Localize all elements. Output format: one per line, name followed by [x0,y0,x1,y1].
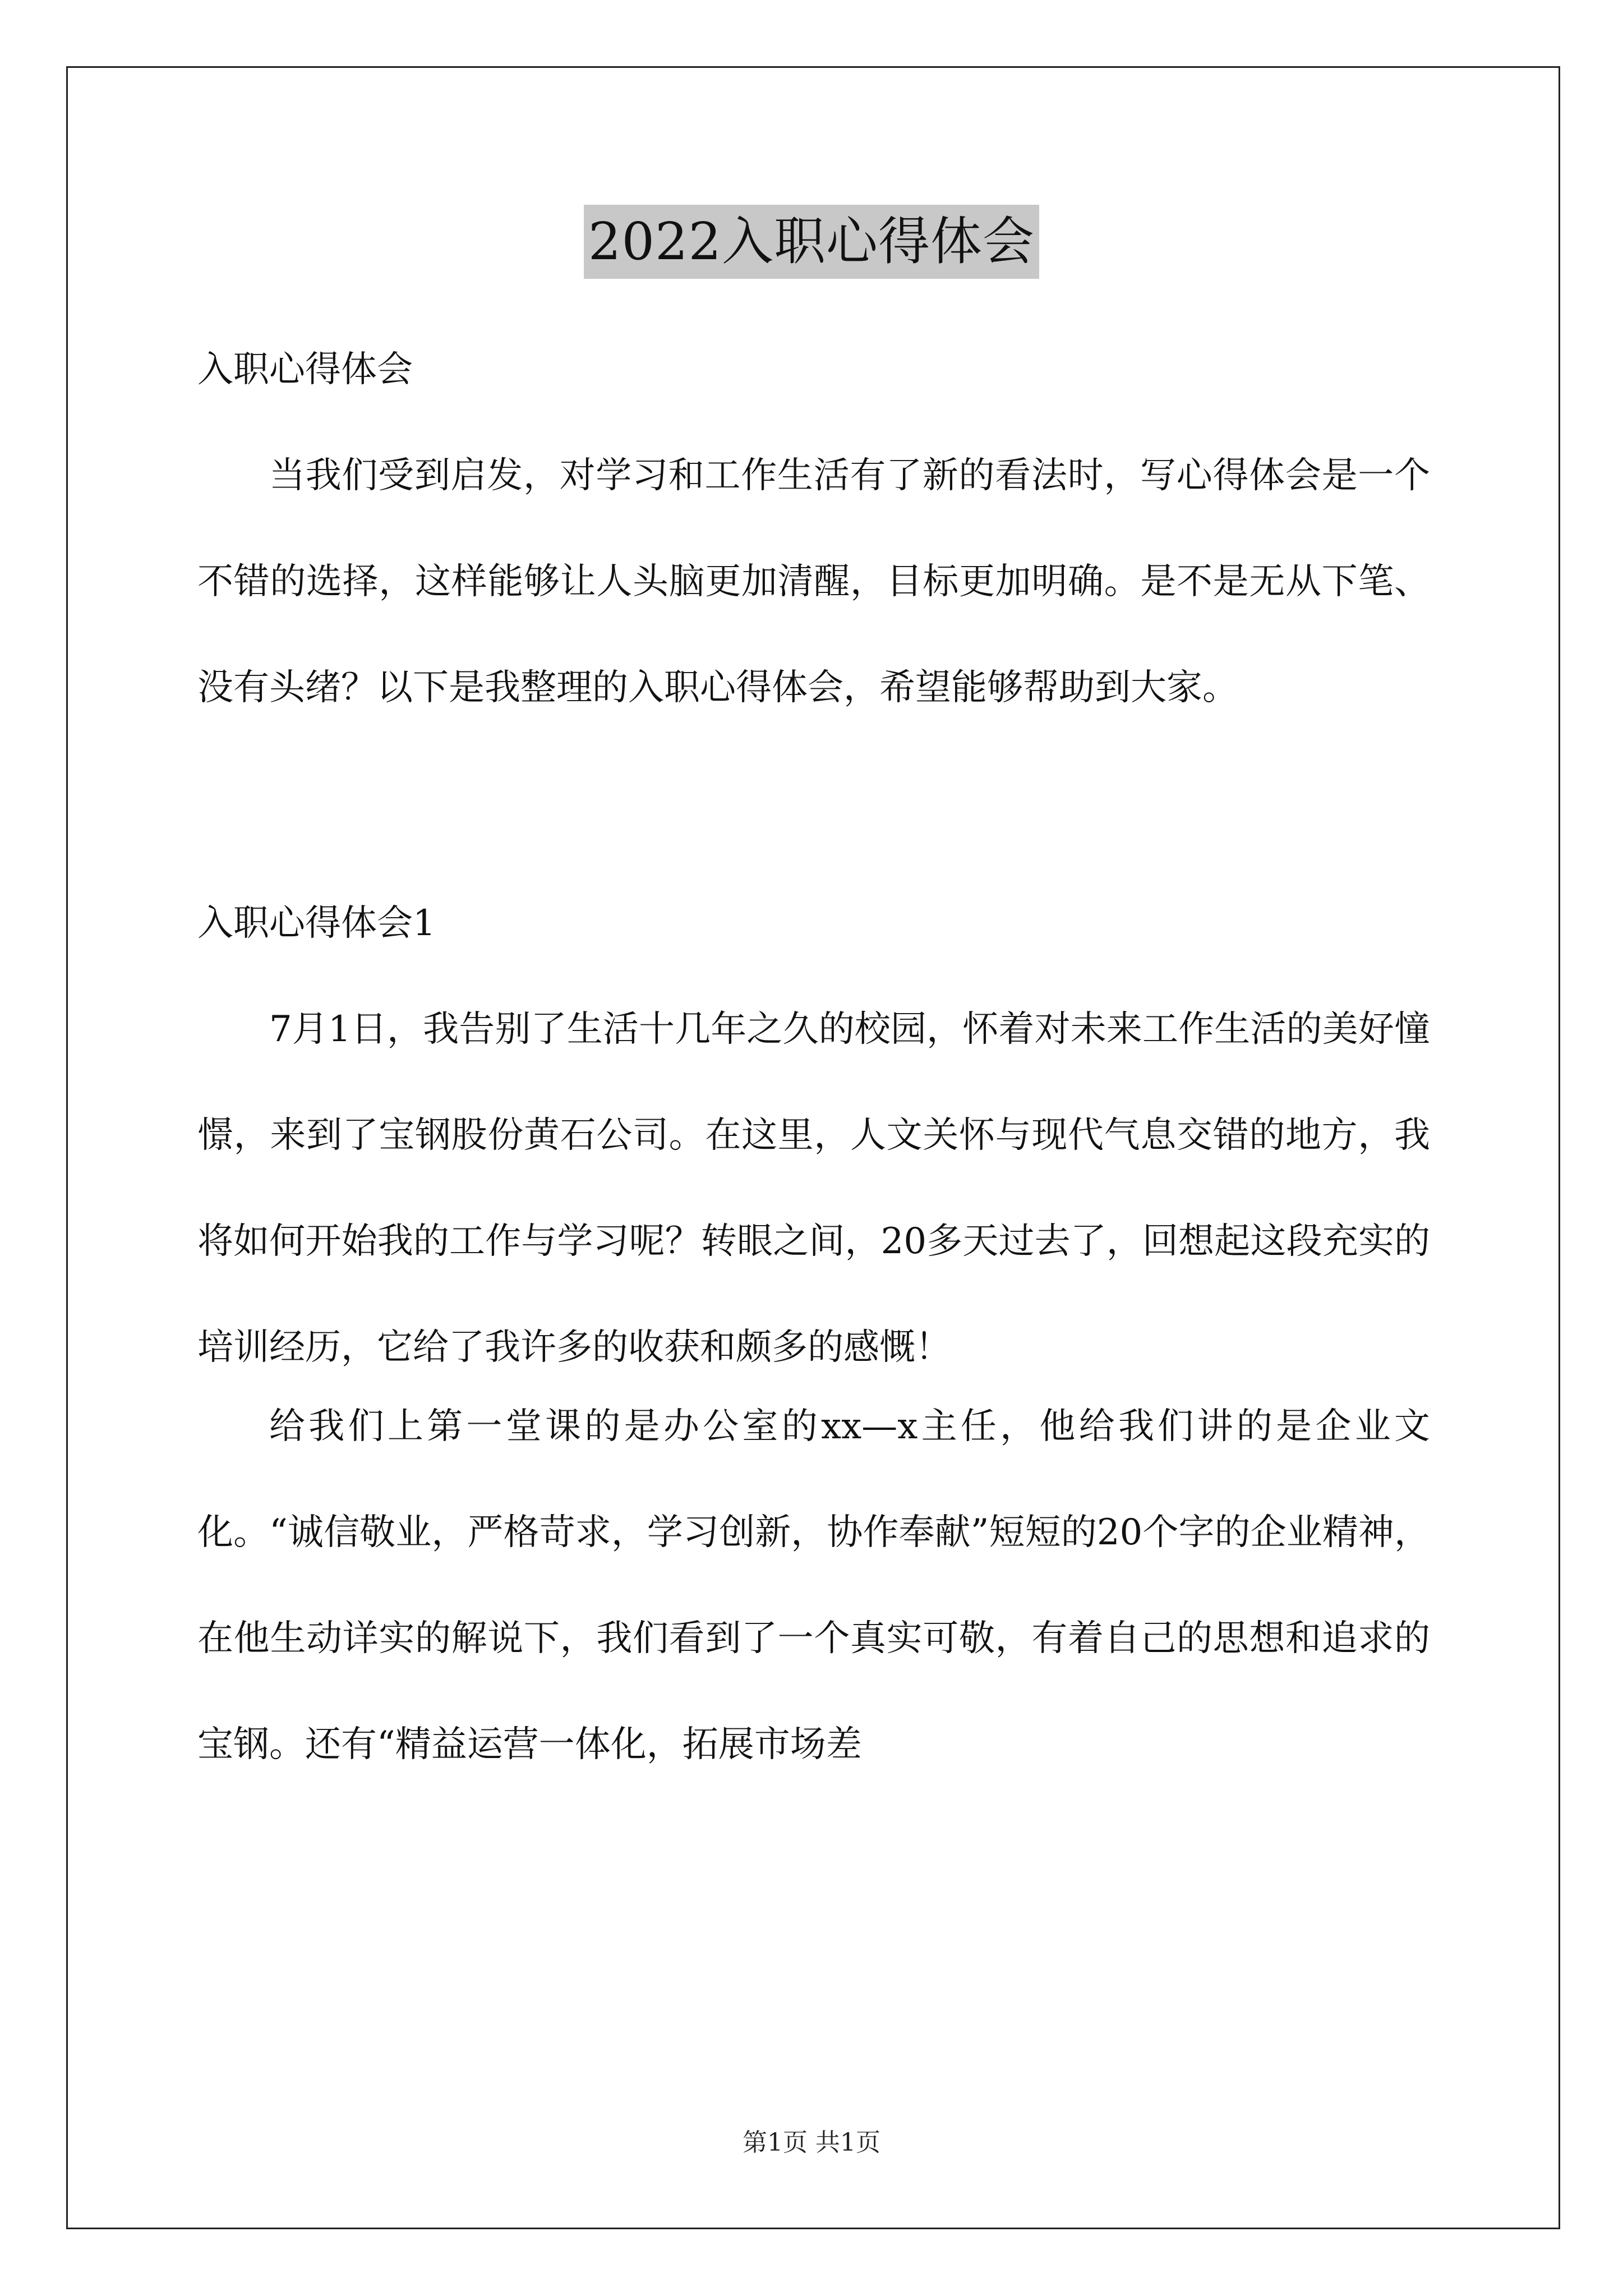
section1-paragraph-1 [197,977,1430,1401]
section1-paragraph-2 [197,1374,1430,1798]
section1-paragraph-2-text: 给我们上第一堂课的是办公室的xx—x主任，他给我们讲的是企业文化。“诚信敬业，严格苛求，学习创新，协作奉献”短短的20个字的企业精神，在他生动详实的解说下，我们看到了一个真实可敬，有着自己的思想和追求的宝钢。还有“精益运营一体化，拓展市场差 [197,1406,1430,1765]
document-title: 2022入职心得体会 [584,205,1039,279]
document-body [197,343,1430,1798]
title-wrap [0,205,1623,279]
section1-paragraph-1-text: 7月1日，我告别了生活十几年之久的校园，怀着对未来工作生活的美好憧憬，来到了宝钢股份黄石公司。在这里，人文关怀与现代气息交错的地方，我将如何开始我的工作与学习呢？转眼之间，20多天过去了，回想起这段充实的培训经历，它给了我许多的收获和颇多的感慨！ [197,1009,1430,1368]
intro-paragraph [197,423,1430,741]
section1-heading: 入职心得体会1 [197,903,436,944]
intro-heading: 入职心得体会 [197,349,413,390]
page-footer: 第1页 共1页 [743,2128,880,2157]
intro-paragraph-text: 当我们受到启发，对学习和工作生活有了新的看法时，写心得体会是一个不错的选择，这样能够让人头脑更加清醒，目标更加明确。是不是无从下笔、没有头绪？以下是我整理的入职心得体会，希望能够帮助到大家。 [197,455,1430,708]
